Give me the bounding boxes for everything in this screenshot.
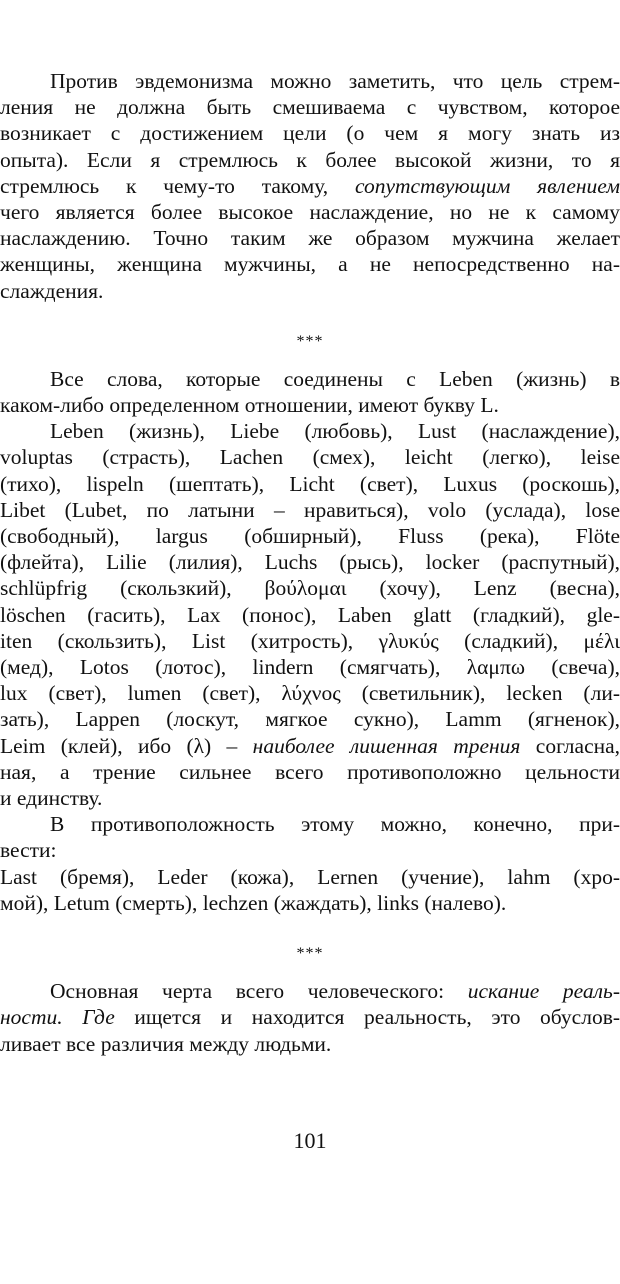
text-line [0, 1004, 620, 1030]
text-line: löschen (гасить), Lax (понос), Laben glatt (гладкий), gle- [0, 602, 620, 627]
page-text [0, 68, 620, 1057]
page-number: 101 [293, 1128, 327, 1153]
text-line: lux (свет), lumen (свет), λύχνος (светильник), lecken (ли- [0, 681, 620, 706]
italic-phrase: искание реаль- [467, 979, 620, 1004]
text-line: Leben (жизнь), Liebe (любовь), Lust (наслаждение), [50, 419, 620, 444]
text-line: Libet (Lubet, по латыни – нравиться), volo (услада), lose [0, 497, 620, 522]
text-line: (мед), Lotos (лотос), lindern (смягчать), λαμπω (свеча), [0, 655, 620, 680]
text-line: Все слова, которые соединены с Leben (жизнь) в [50, 366, 620, 391]
text-segment: стремлюсь к чему-то такому, [0, 173, 329, 198]
text-line [0, 173, 620, 199]
text-line: ная, а трение сильнее всего противоположно цельности [0, 759, 620, 784]
text-line: женщины, женщина мужчины, а не непосредственно на- [0, 252, 620, 277]
italic-phrase: наиболее лишенная трения [252, 733, 521, 758]
text-line: и единству. [0, 786, 103, 811]
text-line: ливает все различия между людьми. [0, 1031, 332, 1056]
text-line: В противоположность этому можно, конечно, при- [50, 812, 620, 837]
text-line: слаждения. [0, 278, 104, 303]
paragraph-leben-words [0, 366, 620, 418]
text-line: iten (скользить), List (хитрость), γλυκύς (сладкий), μέλι [0, 628, 620, 653]
text-line: мой), Letum (смерть), lechzen (жаждать), links (налево). [0, 890, 507, 915]
text-line: voluptas (страсть), Lachen (смех), leicht (легко), leise [0, 445, 620, 470]
text-line: возникает с достижением цели (о чем я могу знать из [0, 121, 620, 146]
paragraph-reality [0, 978, 620, 1057]
text-segment: Leim (клей), ибо (λ) – [0, 733, 238, 758]
text-line [0, 733, 620, 759]
paragraph-contrary-list [0, 864, 620, 916]
text-segment: согласна, [535, 733, 620, 758]
paragraph-eudaemonism [0, 68, 620, 304]
text-line: (тихо), lispeln (шептать), Licht (свет), Luxus (роскошь), [0, 471, 620, 496]
text-line: schlüpfrig (скользкий), βούλομαι (хочу), Lenz (весна), [0, 576, 620, 601]
text-line: каком-либо определенном отношении, имеют букву L. [0, 393, 499, 418]
text-line: чего является более высокое наслаждение, но не к самому [0, 200, 620, 225]
text-line: зать), Lappen (лоскут, мягкое сукно), Lamm (ягненок), [0, 707, 620, 732]
text-line: (флейта), Lilie (лилия), Luchs (рысь), locker (распутный), [0, 550, 620, 575]
section-separator: *** [296, 332, 324, 350]
text-segment: ищется и находится реальность, это обуслов- [134, 1005, 620, 1030]
paragraph-contrary [0, 811, 620, 863]
italic-phrase: ности. Где [0, 1005, 115, 1030]
text-line: ления не должна быть смешиваема с чувством, которое [0, 95, 620, 120]
section-separator: *** [296, 945, 324, 963]
paragraph-word-list [0, 418, 620, 811]
text-line: вести: [0, 838, 57, 863]
italic-phrase: сопутствующим явлением [354, 173, 620, 198]
text-segment: Основная черта всего человеческого: [50, 979, 445, 1004]
text-line: опыта). Если я стремлюсь к более высокой жизни, то я [0, 147, 620, 172]
text-line: Против эвдемонизма можно заметить, что цель стрем- [50, 69, 620, 93]
text-line: наслаждению. Точно таким же образом мужчина желает [0, 226, 620, 251]
text-line: (свободный), largus (обширный), Fluss (река), Flöte [0, 524, 620, 549]
text-line [0, 978, 620, 1004]
text-line: Last (бремя), Leder (кожа), Lernen (учение), lahm (хро- [0, 864, 620, 889]
